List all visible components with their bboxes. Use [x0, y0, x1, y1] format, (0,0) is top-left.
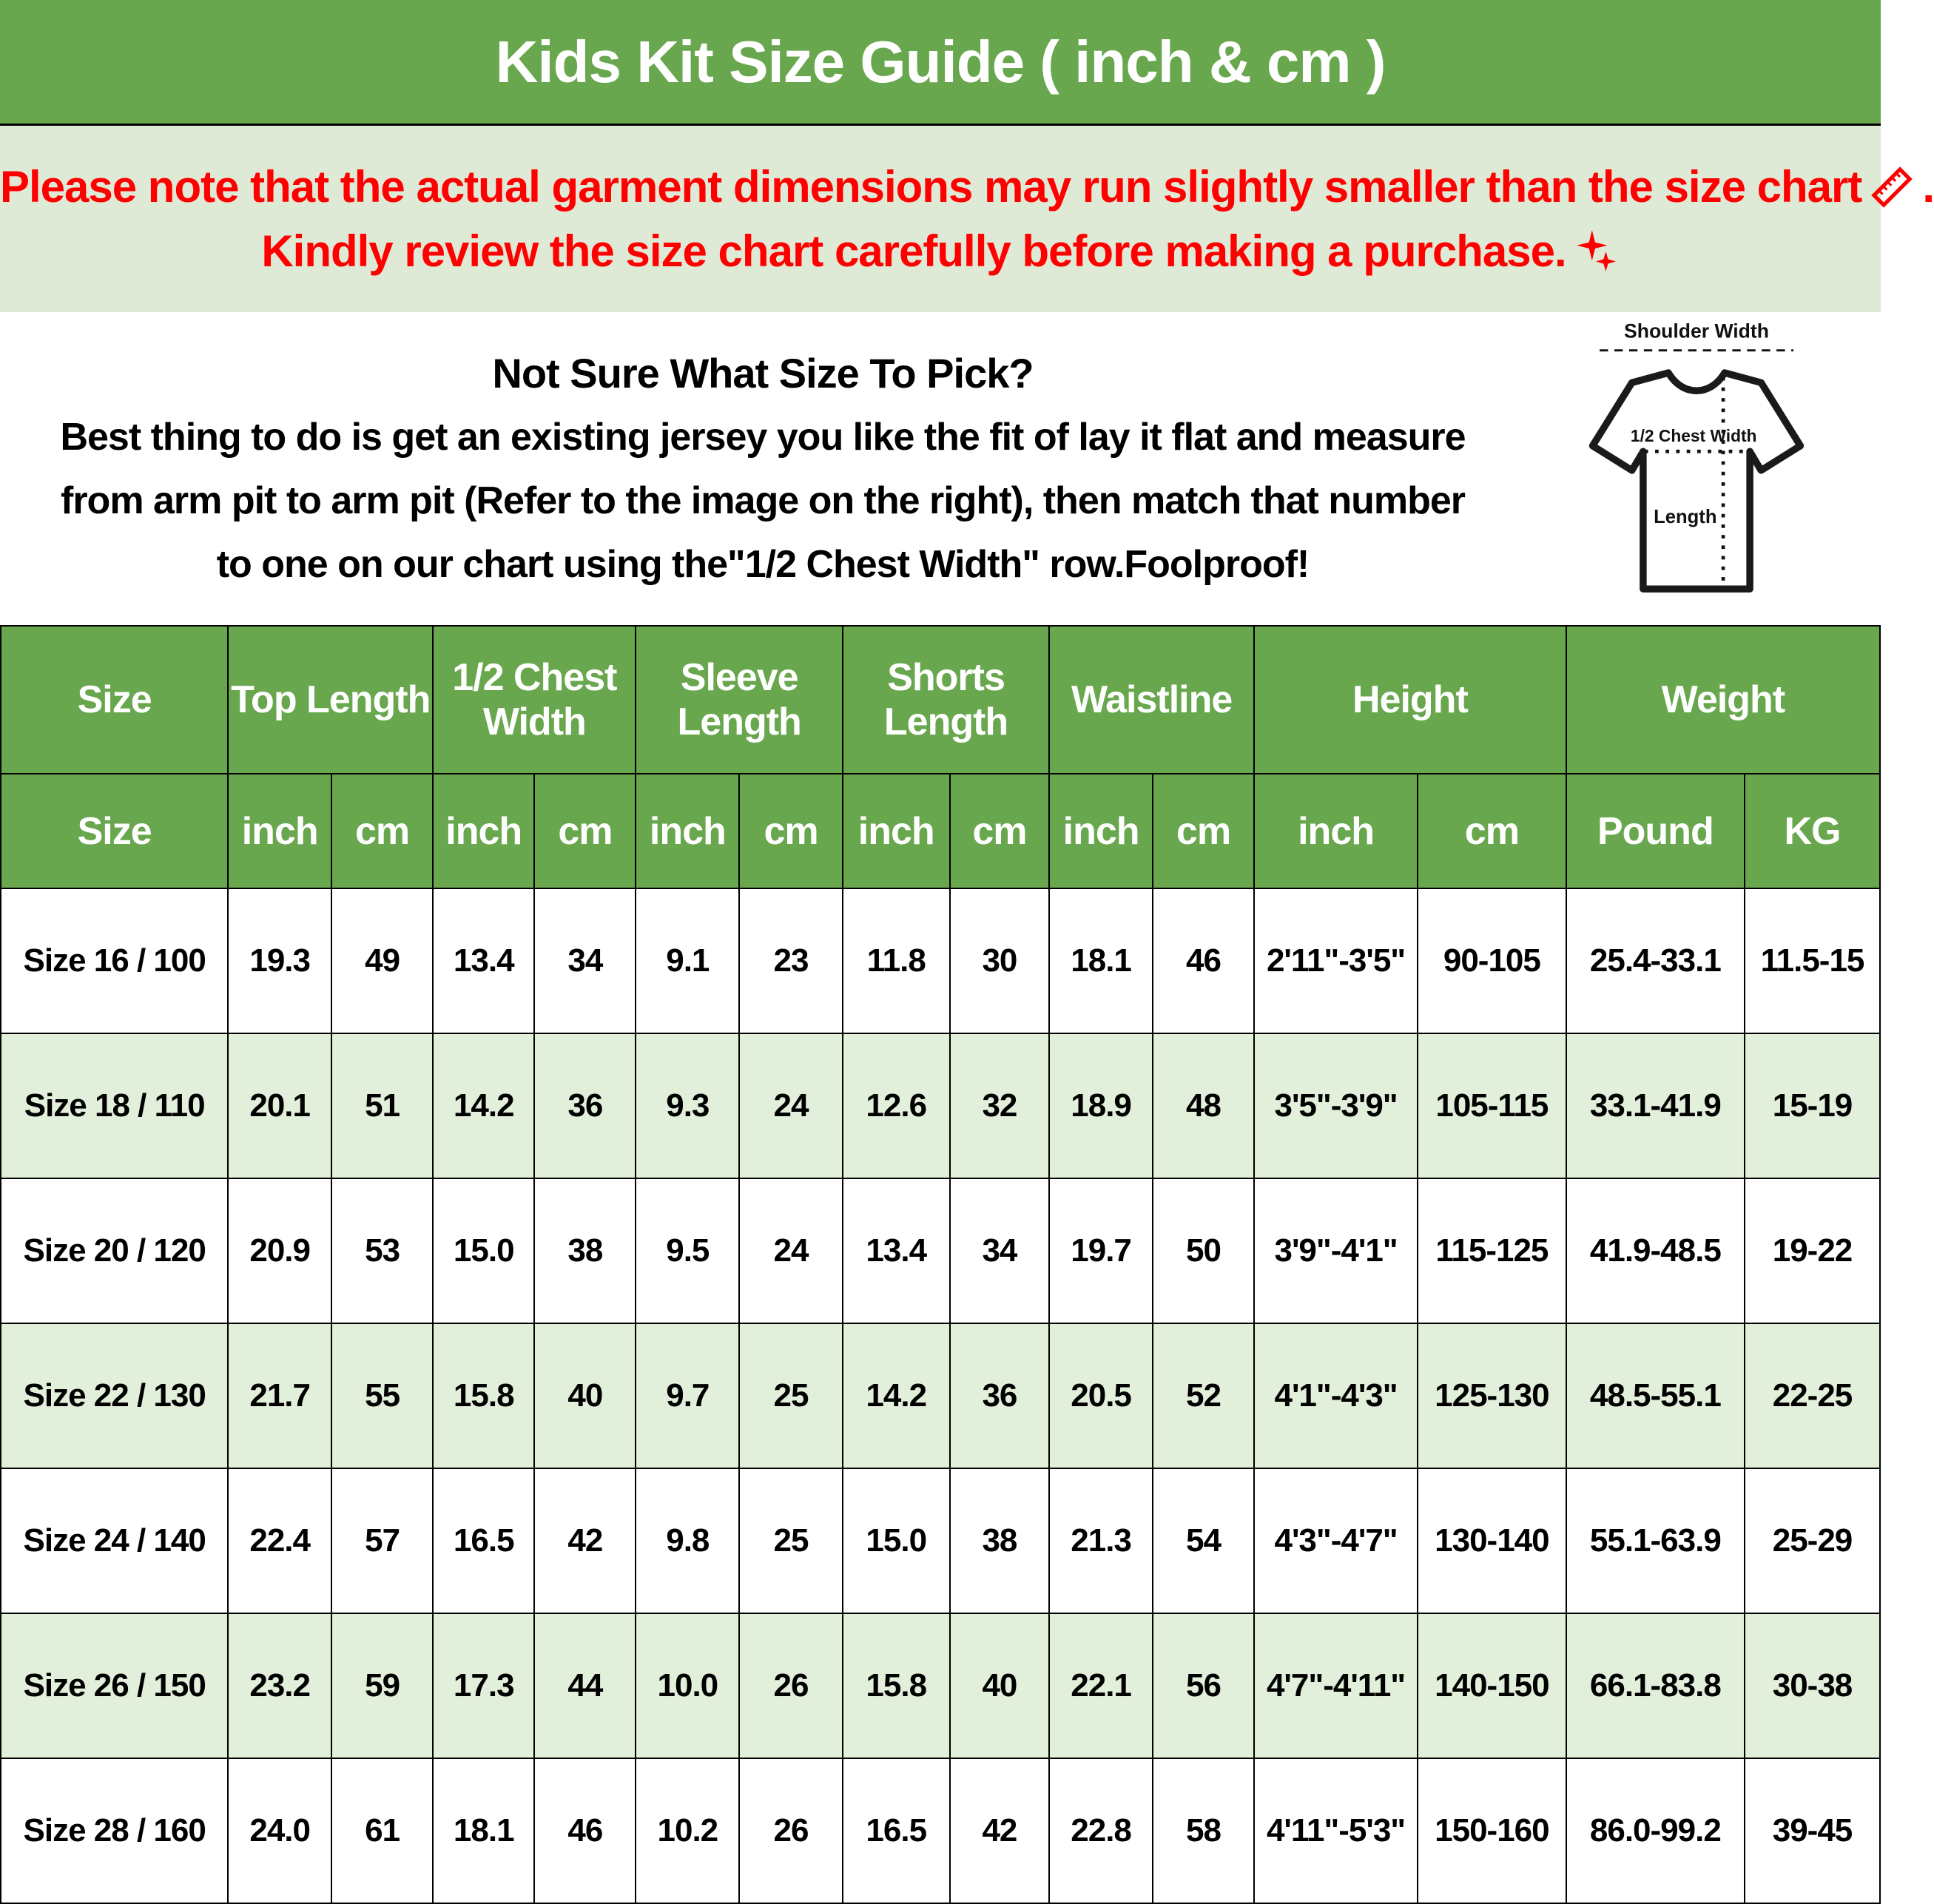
- table-cell: 51: [331, 1033, 433, 1178]
- table-cell: 86.0-99.2: [1566, 1758, 1745, 1903]
- table-cell: 9.1: [636, 888, 739, 1033]
- table-cell: 25: [739, 1468, 843, 1613]
- table-cell: 25-29: [1745, 1468, 1880, 1613]
- subheader-cell: KG: [1745, 774, 1880, 888]
- table-row: [1, 1178, 1880, 1323]
- table-cell: Size 26 / 150: [1, 1613, 228, 1758]
- table-cell: 42: [534, 1468, 636, 1613]
- notice-line-1: [0, 161, 1934, 212]
- length-label: Length: [1654, 506, 1717, 527]
- subheader-cell: cm: [1418, 774, 1566, 888]
- column-group-half-chest-width: 1/2 Chest Width: [433, 626, 636, 774]
- table-cell: 24: [739, 1033, 843, 1178]
- table-cell: 115-125: [1418, 1178, 1566, 1323]
- howto-line-3: to one on our chart using the"1/2 Chest Width" row.Foolproof!: [216, 542, 1310, 586]
- tshirt-measure-illustration: [1529, 318, 1864, 620]
- table-cell: 61: [331, 1758, 433, 1903]
- table-cell: Size 24 / 140: [1, 1468, 228, 1613]
- column-group-top-length: Top Length: [228, 626, 433, 774]
- table-cell: 25: [739, 1323, 843, 1468]
- table-row: [1, 1613, 1880, 1758]
- table-cell: 24.0: [228, 1758, 331, 1903]
- table-cell: 38: [534, 1178, 636, 1323]
- table-cell: 4'1"-4'3": [1254, 1323, 1418, 1468]
- subheader-cell: inch: [433, 774, 534, 888]
- subheader-cell: cm: [950, 774, 1050, 888]
- table-cell: 15.0: [843, 1468, 950, 1613]
- subheader-cell: inch: [1049, 774, 1153, 888]
- table-cell: 14.2: [843, 1323, 950, 1468]
- table-cell: 105-115: [1418, 1033, 1566, 1178]
- table-cell: 40: [950, 1613, 1050, 1758]
- table-cell: Size 28 / 160: [1, 1758, 228, 1903]
- table-cell: 24: [739, 1178, 843, 1323]
- table-cell: 130-140: [1418, 1468, 1566, 1613]
- table-cell: 19-22: [1745, 1178, 1880, 1323]
- shirt-diagram: [1526, 318, 1881, 620]
- table-cell: 10.2: [636, 1758, 739, 1903]
- subheader-cell: cm: [534, 774, 636, 888]
- table-cell: 22.8: [1049, 1758, 1153, 1903]
- subheader-cell: cm: [331, 774, 433, 888]
- table-cell: 46: [1153, 888, 1254, 1033]
- table-cell: 59: [331, 1613, 433, 1758]
- table-cell: 150-160: [1418, 1758, 1566, 1903]
- ruler-icon: [1869, 164, 1915, 210]
- subheader-cell: inch: [228, 774, 331, 888]
- table-cell: 57: [331, 1468, 433, 1613]
- table-cell: 26: [739, 1758, 843, 1903]
- notice-line-1-period: .: [1922, 162, 1934, 212]
- table-cell: 10.0: [636, 1613, 739, 1758]
- table-cell: 46: [534, 1758, 636, 1903]
- table-cell: 54: [1153, 1468, 1254, 1613]
- table-cell: 48.5-55.1: [1566, 1323, 1745, 1468]
- table-cell: 15-19: [1745, 1033, 1880, 1178]
- column-group-shorts-length: Shorts Length: [843, 626, 1049, 774]
- table-cell: 34: [950, 1178, 1050, 1323]
- subheader-cell: inch: [636, 774, 739, 888]
- table-cell: 49: [331, 888, 433, 1033]
- table-row: [1, 1468, 1880, 1613]
- table-cell: Size 18 / 110: [1, 1033, 228, 1178]
- table-cell: 50: [1153, 1178, 1254, 1323]
- table-cell: 23.2: [228, 1613, 331, 1758]
- table-cell: 9.5: [636, 1178, 739, 1323]
- title-band: [0, 0, 1881, 126]
- table-cell: 25.4-33.1: [1566, 888, 1745, 1033]
- table-cell: 14.2: [433, 1033, 534, 1178]
- subheader-cell: cm: [1153, 774, 1254, 888]
- table-cell: 44: [534, 1613, 636, 1758]
- table-cell: 4'3"-4'7": [1254, 1468, 1418, 1613]
- table-cell: 11.8: [843, 888, 950, 1033]
- table-cell: 4'11"-5'3": [1254, 1758, 1418, 1903]
- page-title: Kids Kit Size Guide ( inch & cm ): [495, 28, 1386, 95]
- table-cell: 56: [1153, 1613, 1254, 1758]
- table-cell: 11.5-15: [1745, 888, 1880, 1033]
- table-cell: 15.8: [433, 1323, 534, 1468]
- table-cell: 48: [1153, 1033, 1254, 1178]
- sparkles-icon: [1574, 229, 1620, 274]
- table-cell: 30: [950, 888, 1050, 1033]
- table-cell: 18.9: [1049, 1033, 1153, 1178]
- table-cell: 66.1-83.8: [1566, 1613, 1745, 1758]
- table-cell: 36: [534, 1033, 636, 1178]
- table-row: [1, 1323, 1880, 1468]
- howto-text: [0, 342, 1526, 596]
- table-cell: 13.4: [843, 1178, 950, 1323]
- table-cell: 3'5"-3'9": [1254, 1033, 1418, 1178]
- table-cell: 17.3: [433, 1613, 534, 1758]
- table-row: [1, 1033, 1880, 1178]
- table-cell: 15.8: [843, 1613, 950, 1758]
- howto-section: [0, 312, 1881, 625]
- table-cell: 22.4: [228, 1468, 331, 1613]
- table-cell: 19.3: [228, 888, 331, 1033]
- table-cell: 16.5: [843, 1758, 950, 1903]
- table-cell: 19.7: [1049, 1178, 1153, 1323]
- table-cell: 22.1: [1049, 1613, 1153, 1758]
- table-cell: 90-105: [1418, 888, 1566, 1033]
- column-group-sleeve-length: Sleeve Length: [636, 626, 842, 774]
- table-cell: 9.7: [636, 1323, 739, 1468]
- table-cell: 13.4: [433, 888, 534, 1033]
- table-cell: 34: [534, 888, 636, 1033]
- table-cell: 16.5: [433, 1468, 534, 1613]
- table-cell: 40: [534, 1323, 636, 1468]
- howto-line-2: from arm pit to arm pit (Refer to the image on the right), then match that number: [61, 479, 1465, 522]
- table-group-header-row: [1, 626, 1880, 774]
- table-cell: 42: [950, 1758, 1050, 1903]
- howto-heading: Not Sure What Size To Pick?: [492, 349, 1034, 396]
- table-cell: 18.1: [1049, 888, 1153, 1033]
- table-cell: 20.5: [1049, 1323, 1153, 1468]
- table-cell: Size 16 / 100: [1, 888, 228, 1033]
- table-cell: 32: [950, 1033, 1050, 1178]
- table-cell: 9.8: [636, 1468, 739, 1613]
- shoulder-width-label: Shoulder Width: [1624, 320, 1769, 342]
- table-cell: 30-38: [1745, 1613, 1880, 1758]
- size-table-body: [1, 888, 1880, 1903]
- subheader-cell: Pound: [1566, 774, 1745, 888]
- table-row: [1, 1758, 1880, 1903]
- table-cell: 55.1-63.9: [1566, 1468, 1745, 1613]
- notice-line-2: [261, 226, 1619, 277]
- table-cell: 41.9-48.5: [1566, 1178, 1745, 1323]
- subheader-cell: cm: [739, 774, 843, 888]
- table-cell: 58: [1153, 1758, 1254, 1903]
- table-cell: 20.1: [228, 1033, 331, 1178]
- column-group-waistline: Waistline: [1049, 626, 1254, 774]
- table-cell: 125-130: [1418, 1323, 1566, 1468]
- column-group-height: Height: [1254, 626, 1566, 774]
- subheader-cell: inch: [843, 774, 950, 888]
- table-cell: 15.0: [433, 1178, 534, 1323]
- table-cell: Size 20 / 120: [1, 1178, 228, 1323]
- table-cell: 18.1: [433, 1758, 534, 1903]
- table-cell: 140-150: [1418, 1613, 1566, 1758]
- table-cell: 21.7: [228, 1323, 331, 1468]
- table-cell: 3'9"-4'1": [1254, 1178, 1418, 1323]
- table-cell: 2'11"-3'5": [1254, 888, 1418, 1033]
- howto-line-1: Best thing to do is get an existing jersey you like the fit of lay it flat and measure: [60, 415, 1466, 459]
- table-cell: 26: [739, 1613, 843, 1758]
- table-cell: 33.1-41.9: [1566, 1033, 1745, 1178]
- table-cell: 36: [950, 1323, 1050, 1468]
- table-cell: 23: [739, 888, 843, 1033]
- notice-line-1-text: Please note that the actual garment dimensions may run slightly smaller than the size chart: [0, 162, 1862, 212]
- table-cell: 20.9: [228, 1178, 331, 1323]
- column-group-size: Size: [1, 626, 228, 774]
- table-cell: Size 22 / 130: [1, 1323, 228, 1468]
- table-cell: 55: [331, 1323, 433, 1468]
- table-row: [1, 888, 1880, 1033]
- notice-line-2-text: Kindly review the size chart carefully before making a purchase.: [261, 226, 1566, 276]
- table-cell: 39-45: [1745, 1758, 1880, 1903]
- table-cell: 52: [1153, 1323, 1254, 1468]
- table-cell: 12.6: [843, 1033, 950, 1178]
- notice-band: [0, 126, 1934, 312]
- table-cell: 38: [950, 1468, 1050, 1613]
- table-cell: 9.3: [636, 1033, 739, 1178]
- column-group-weight: Weight: [1566, 626, 1880, 774]
- table-cell: 21.3: [1049, 1468, 1153, 1613]
- table-cell: 22-25: [1745, 1323, 1880, 1468]
- table-cell: 4'7"-4'11": [1254, 1613, 1418, 1758]
- subheader-cell: inch: [1254, 774, 1418, 888]
- table-subheader-row: [1, 774, 1880, 888]
- half-chest-width-label: 1/2 Chest Width: [1630, 425, 1757, 445]
- table-cell: 53: [331, 1178, 433, 1323]
- subheader-cell: Size: [1, 774, 228, 888]
- size-table: [0, 625, 1881, 1904]
